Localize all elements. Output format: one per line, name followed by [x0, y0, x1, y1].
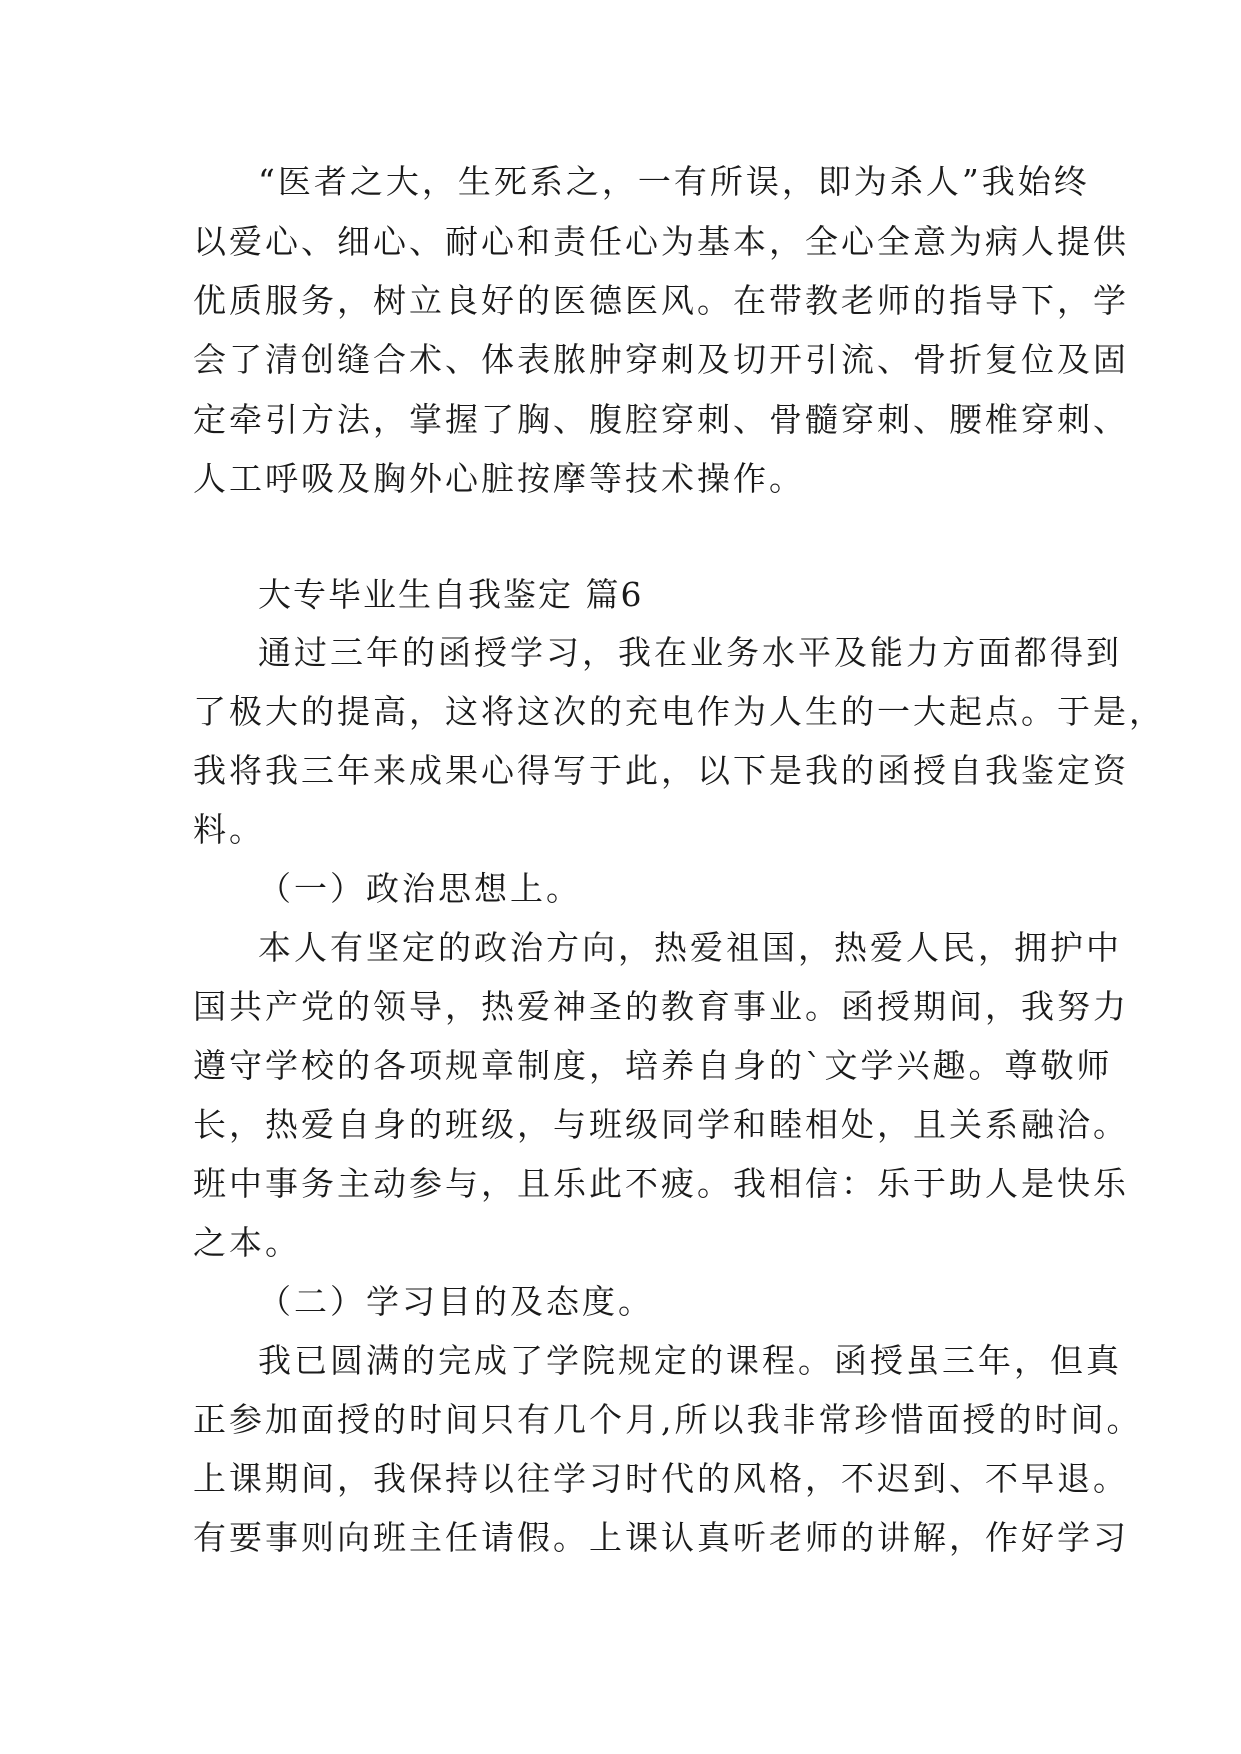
paragraph-line: 了极大的提高，这将这次的充电作为人生的一大起点。于是， — [193, 692, 1165, 731]
paragraph-line: 之本。 — [193, 1223, 301, 1262]
paragraph-line: 正参加面授的时间只有几个月,所以我非常珍惜面授的时间。 — [193, 1400, 1143, 1439]
paragraph-line: 会了清创缝合术、体表脓肿穿刺及切开引流、骨折复位及固 — [193, 340, 1129, 379]
paragraph-line: 优质服务，树立良好的医德医风。在带教老师的指导下，学 — [193, 281, 1129, 320]
paragraph-line: 班中事务主动参与，且乐此不疲。我相信：乐于助人是快乐 — [193, 1164, 1129, 1203]
paragraph-line: 料。 — [193, 810, 265, 849]
paragraph-line: 本人有坚定的政治方向，热爱祖国，热爱人民，拥护中 — [258, 928, 1122, 967]
section-title: 大专毕业生自我鉴定 篇6 — [258, 575, 644, 614]
paragraph-line: 定牵引方法，掌握了胸、腹腔穿刺、骨髓穿刺、腰椎穿刺、 — [193, 400, 1129, 439]
paragraph-line: 以爱心、细心、耐心和责任心为基本，全心全意为病人提供 — [193, 222, 1129, 261]
paragraph-line: 长，热爱自身的班级，与班级同学和睦相处，且关系融洽。 — [193, 1105, 1129, 1144]
paragraph-line: 有要事则向班主任请假。上课认真听老师的讲解，作好学习 — [193, 1518, 1129, 1557]
paragraph-line: 人工呼吸及胸外心脏按摩等技术操作。 — [193, 459, 805, 498]
paragraph-line: 遵守学校的各项规章制度，培养自身的`文学兴趣。尊敬师 — [193, 1046, 1113, 1085]
paragraph-line: 通过三年的函授学习，我在业务水平及能力方面都得到 — [258, 633, 1122, 672]
paragraph-line: 我已圆满的完成了学院规定的课程。函授虽三年，但真 — [258, 1341, 1122, 1380]
paragraph-line: 国共产党的领导，热爱神圣的教育事业。函授期间，我努力 — [193, 987, 1129, 1026]
subheading: （一）政治思想上。 — [258, 869, 582, 908]
paragraph-line: 上课期间，我保持以往学习时代的风格，不迟到、不早退。 — [193, 1459, 1129, 1498]
paragraph-line: 我将我三年来成果心得写于此，以下是我的函授自我鉴定资 — [193, 751, 1129, 790]
paragraph-line: “医者之大，生死系之，一有所误，即为杀人”我始终 — [258, 162, 1090, 201]
subheading: （二）学习目的及态度。 — [258, 1282, 654, 1321]
